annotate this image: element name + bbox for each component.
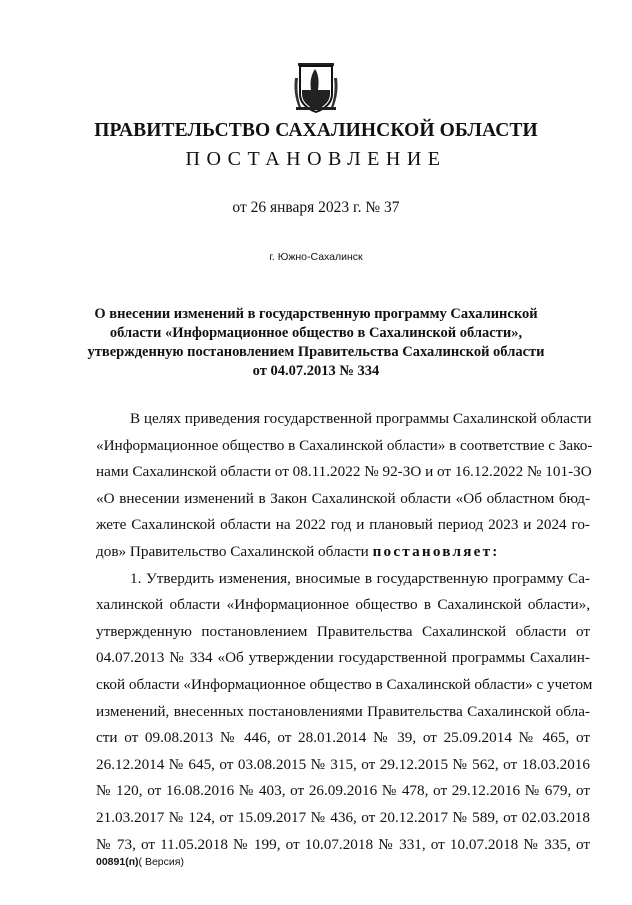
document-code: 00891(п)	[96, 856, 139, 868]
body-line: 21.03.2017 № 124, от 15.09.2017 № 436, от 20.12.2017 № 589, от 02.03.2018	[96, 808, 590, 826]
body-line: нами Сахалинской области от 08.11.2022 № 92-ЗО и от 16.12.2022 № 101-ЗО	[96, 463, 592, 481]
body-line-text: дов» Правительство Сахалинской области	[96, 542, 373, 560]
body-line: ской области «Информационное общество в Сахалинской области» с учетом	[96, 675, 593, 693]
body-line: халинской области «Информационное общество в Сахалинской области»,	[96, 596, 590, 614]
body-line: сти от 09.08.2013 № 446, от 28.01.2014 № 39, от 25.09.2014 № 465, от	[96, 729, 590, 747]
document-city: г. Южно-Сахалинск	[269, 251, 363, 263]
body-line: 1. Утвердить изменения, вносимые в государственную программу Са-	[130, 569, 590, 587]
document-version: ( Версия)	[138, 856, 184, 868]
body-line: «Информационное общество в Сахалинской области» в соответствие с Зако-	[96, 436, 593, 454]
body-line: жете Сахалинской области на 2022 год и плановый период 2023 и 2024 го-	[96, 516, 590, 534]
title-line: области «Информационное общество в Сахалинской области»,	[109, 325, 523, 341]
body-line: № 73, от 11.05.2018 № 199, от 10.07.2018 № 331, от 10.07.2018 № 335, от	[96, 835, 590, 853]
document-body	[96, 406, 593, 858]
body-line: изменений, внесенных постановлениями Правительства Сахалинской обла-	[96, 702, 590, 720]
document-footer	[96, 856, 184, 868]
document-type: ПОСТАНОВЛЕНИЕ	[185, 148, 447, 170]
body-line: утвержденную постановлением Правительства Сахалинской области от	[96, 622, 590, 640]
title-line: от 04.07.2013 № 334	[252, 363, 380, 379]
body-line	[96, 539, 590, 566]
body-line: «О внесении изменений в Закон Сахалинской области «Об областном бюд-	[96, 489, 590, 507]
document-date-number: от 26 января 2023 г. № 37	[232, 199, 400, 216]
document-title	[80, 305, 552, 381]
decree-word: постановляет:	[372, 542, 500, 560]
organization-name: ПРАВИТЕЛЬСТВО САХАЛИНСКОЙ ОБЛАСТИ	[94, 120, 538, 141]
body-line: 26.12.2014 № 645, от 03.08.2015 № 315, от 29.12.2015 № 562, от 18.03.2016	[96, 755, 590, 773]
body-line: В целях приведения государственной программы Сахалинской области	[130, 410, 592, 427]
title-line: утвержденную постановлением Правительства Сахалинской области	[87, 344, 545, 360]
title-line: О внесении изменений в государственную программу Сахалинской	[94, 306, 538, 322]
body-line: № 120, от 16.08.2016 № 403, от 26.09.2016 № 478, от 29.12.2016 № 679, от	[96, 782, 590, 800]
coat-of-arms-icon	[292, 60, 340, 116]
body-line: 04.07.2013 № 334 «Об утверждении государственной программы Сахалин-	[96, 649, 590, 667]
